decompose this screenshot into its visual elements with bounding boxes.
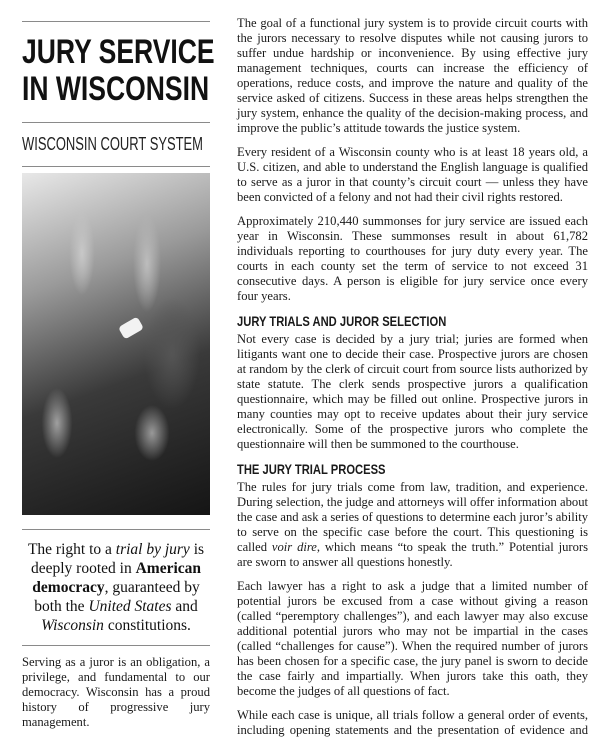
intro-paragraph: Approximately 210,440 summonses for jury service are issued each year in Wisconsin. These summonses result in about 61,782 individuals reporting to courthouses for jury duty every year. The courts in each county set the term of service to not exceed 31 consecutive days. A person is eligible for jury service once every four years. (237, 214, 588, 303)
document-title (22, 33, 215, 108)
quote-text: constitutions. (103, 617, 191, 634)
raised-hands-photo (22, 173, 210, 515)
title-line-1: JURY SERVICE (22, 33, 215, 71)
paragraph-text: , which means “to speak the truth.” Potential jurors are sworn to answer all questions honestly. (237, 540, 588, 569)
sidebar-note: Serving as a juror is an obligation, a privilege, and fundamental to our democracy. Wisconsin has a proud history of progressive jury management. (22, 655, 210, 729)
section-paragraph: Each lawyer has a right to ask a judge that a limited number of potential jurors be excused from a case without giving a reason (called “peremptory challenges”), and each lawyer may also excuse additional potential jurors who may not be impartial in the cases (called “challenges for cause”). When the required number of jurors has been chosen for a specific case, the jury panel is sworn to decide the case fairly and impartially. When jurors take this oath, they become the judges of all questions of fact. (237, 579, 588, 698)
section-paragraph: While each case is unique, all trials follow a general order of events, including opening statements and the presentation of evidence and (237, 708, 588, 737)
quote-text: and (171, 598, 198, 615)
subtitle: WISCONSIN COURT SYSTEM (22, 134, 203, 154)
main-content (237, 16, 588, 747)
divider (22, 122, 210, 123)
section-heading (237, 313, 588, 331)
divider (22, 21, 210, 22)
intro-paragraph: The goal of a functional jury system is to provide circuit courts with the jurors necessary to resolve disputes while not causing jurors to suffer undue hardship or inconvenience. By using effective jury management techniques, courts can increase the efficiency of operations, reduce costs, and improve the nature and quality of the service asked of citizens. Success in these areas helps strengthen the jury system, enhance the quality of the decision-making process, and improve the public’s attitude towards the justice system. (237, 16, 588, 135)
section-heading (237, 461, 588, 479)
intro-paragraph: Every resident of a Wisconsin county who is at least 18 years old, a U.S. citizen, and able to understand the English language is qualified to serve as a juror in that county’s circuit court — unless they have been convicted of a felony and not had their civil rights restored. (237, 145, 588, 204)
divider (22, 645, 210, 646)
divider (22, 166, 210, 167)
quote-text: The right to a (27, 541, 116, 558)
title-line-2: IN WISCONSIN (22, 70, 210, 108)
divider (22, 529, 210, 530)
sidebar (22, 0, 215, 167)
quote-text: is deeply rooted in (30, 541, 205, 577)
section-heading-text: JURY TRIALS AND JUROR SELECTION (237, 313, 447, 329)
quote-emphasis: trial by jury (115, 541, 190, 558)
section-heading-text: THE JURY TRIAL PROCESS (237, 461, 386, 477)
pull-quote (22, 540, 210, 635)
quote-emphasis: Wisconsin (41, 617, 104, 634)
quote-text: , guaranteed by both the (34, 579, 200, 615)
paragraph-emphasis: voir dire (271, 540, 317, 554)
paragraph-text: The rules for jury trials come from law, tradition, and experience. During selection, the judge and attorneys will offer information about the case and ask a series of questions to determine each juror’s ability to serve on the specific case before the court. This questioning is called (237, 480, 588, 554)
wristwatch (118, 316, 144, 339)
quote-strong: American democracy (32, 560, 202, 596)
section-paragraph: Not every case is decided by a jury trial; juries are formed when litigants want one to decide their case. Prospective jurors are chosen at random by the clerk of circuit court from source lists authorized by state statute. The clerk sends prospective jurors a qualification questionnaire, which may be filled out online. Prospective jurors in many counties may opt to receive updates about their jury service electronically. Some of the prospective jurors who complete the questionnaire will then be summoned to the courthouse. (237, 332, 588, 451)
section-paragraph (237, 480, 588, 570)
quote-emphasis: United States (88, 598, 172, 615)
